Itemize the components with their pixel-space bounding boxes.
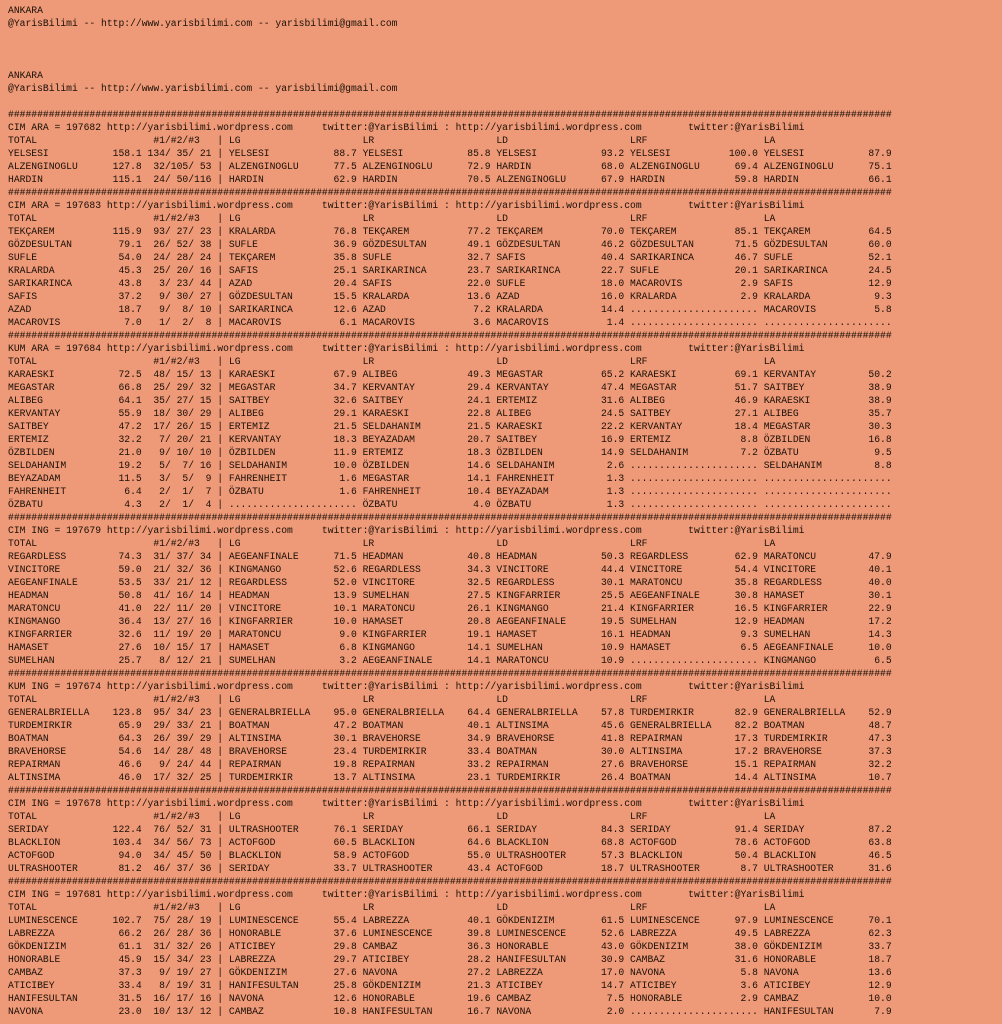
report-line: SAITBEY 47.2 17/ 26/ 15 | ERTEMIZ 21.5 SELDAHANIM 21.5 KARAESKI 22.2 KERVANTAY 18.4 MEGASTAR 30.3 — [8, 421, 892, 432]
report-line: ######################################################################################################################################################## — [8, 187, 892, 198]
report-line: SARIKARINCA 43.8 3/ 23/ 44 | AZAD 20.4 SAFIS 22.0 SUFLE 18.0 MACAROVIS 2.9 SAFIS 12.9 — [8, 278, 892, 289]
report-line — [8, 43, 892, 56]
report-line: CIM ARA = 197683 http://yarisbilimi.wordpress.com twitter:@YarisBilimi : http://yarisbilimi.wordpress.com twitter:@YarisBilimi — [8, 200, 805, 211]
report-line: YELSESI 158.1 134/ 35/ 21 | YELSESI 88.7 YELSESI 85.8 YELSESI 93.2 YELSESI 100.0 YELSESI 87.9 — [8, 148, 892, 159]
report-line: TOTAL #1/#2/#3 | LG LR LD LRF LA — [8, 356, 776, 367]
report-line: ALIBEG 64.1 35/ 27/ 15 | SAITBEY 32.6 SAITBEY 24.1 ERTEMIZ 31.6 ALIBEG 46.9 KARAESKI 38.9 — [8, 395, 892, 406]
report-line: ANKARA — [8, 70, 43, 81]
report-line: @YarisBilimi -- http://www.yarisbilimi.com -- yarisbilimi@gmail.com — [8, 18, 398, 29]
report-line: KUM ING = 197674 http://yarisbilimi.wordpress.com twitter:@YarisBilimi : http://yarisbilimi.wordpress.com twitter:@YarisBilimi — [8, 681, 805, 692]
report-line: GÖZDESULTAN 79.1 26/ 52/ 38 | SUFLE 36.9 GÖZDESULTAN 49.1 GÖZDESULTAN 46.2 GÖZDESULTAN 71.5 GÖZDESULTAN 60.0 — [8, 239, 892, 250]
report-line: AEGEANFINALE 53.5 33/ 21/ 12 | REGARDLESS 52.0 VINCITORE 32.5 REGARDLESS 30.1 MARATONCU 35.8 REGARDLESS 40.0 — [8, 577, 892, 588]
report-line: MEGASTAR 66.8 25/ 29/ 32 | MEGASTAR 34.7 KERVANTAY 29.4 KERVANTAY 47.4 MEGASTAR 51.7 SAITBEY 38.9 — [8, 382, 892, 393]
report-line — [8, 30, 892, 43]
report-line: TOTAL #1/#2/#3 | LG LR LD LRF LA — [8, 694, 776, 705]
report-line: REGARDLESS 74.3 31/ 37/ 34 | AEGEANFINALE 71.5 HEADMAN 40.8 HEADMAN 50.3 REGARDLESS 62.9 MARATONCU 47.9 — [8, 551, 892, 562]
report-line: ERTEMIZ 32.2 7/ 20/ 21 | KERVANTAY 18.3 BEYAZADAM 20.7 SAITBEY 16.9 ERTEMIZ 8.8 ÖZBILDEN 16.8 — [8, 434, 892, 445]
report-line: MARATONCU 41.0 22/ 11/ 20 | VINCITORE 10.1 MARATONCU 26.1 KINGMANGO 21.4 KINGFARRIER 16.5 KINGFARRIER 22.9 — [8, 603, 892, 614]
report-line: HARDIN 115.1 24/ 50/116 | HARDIN 62.9 HARDIN 70.5 ALZENGINOGLU 67.9 HARDIN 59.8 HARDIN 66.1 — [8, 174, 892, 185]
report-line: BLACKLION 103.4 34/ 56/ 73 | ACTOFGOD 60.5 BLACKLION 64.6 BLACKLION 68.8 ACTOFGOD 78.6 ACTOFGOD 63.8 — [8, 837, 892, 848]
report-line: ACTOFGOD 94.0 34/ 45/ 50 | BLACKLION 58.9 ACTOFGOD 55.0 ULTRASHOOTER 57.3 BLACKLION 50.4 BLACKLION 46.5 — [8, 850, 892, 861]
report-line: HAMASET 27.6 10/ 15/ 17 | HAMASET 6.8 KINGMANGO 14.1 SUMELHAN 10.9 HAMASET 6.5 AEGEANFINALE 10.0 — [8, 642, 892, 653]
report-line: TOTAL #1/#2/#3 | LG LR LD LRF LA — [8, 538, 776, 549]
report-line: SUFLE 54.0 24/ 28/ 24 | TEKÇAREM 35.8 SUFLE 32.7 SAFIS 40.4 SARIKARINCA 46.7 SUFLE 52.1 — [8, 252, 892, 263]
report-line: CAMBAZ 37.3 9/ 19/ 27 | GÖKDENIZIM 27.6 NAVONA 27.2 LABREZZA 17.0 NAVONA 5.8 NAVONA 13.6 — [8, 967, 892, 978]
report-line: ######################################################################################################################################################## — [8, 668, 892, 679]
report-line: CIM ING = 197681 http://yarisbilimi.wordpress.com twitter:@YarisBilimi : http://yarisbilimi.wordpress.com twitter:@YarisBilimi — [8, 889, 805, 900]
report-line: CIM ING = 197678 http://yarisbilimi.wordpress.com twitter:@YarisBilimi : http://yarisbilimi.wordpress.com twitter:@YarisBilimi — [8, 798, 805, 809]
report-line: AZAD 18.7 9/ 8/ 10 | SARIKARINCA 12.6 AZAD 7.2 KRALARDA 14.4 ...................... MACAROVIS 5.8 — [8, 304, 892, 315]
report-line — [8, 95, 892, 108]
report-line: SUMELHAN 25.7 8/ 12/ 21 | SUMELHAN 3.2 AEGEANFINALE 14.1 MARATONCU 10.9 ...................... KINGMANGO 6.5 — [8, 655, 892, 666]
report-line: ######################################################################################################################################################## — [8, 109, 892, 120]
report-line: KARAESKI 72.5 48/ 15/ 13 | KARAESKI 67.9 ALIBEG 49.3 MEGASTAR 65.2 KARAESKI 69.1 KERVANTAY 50.2 — [8, 369, 892, 380]
report-line: REPAIRMAN 46.6 9/ 24/ 44 | REPAIRMAN 19.8 REPAIRMAN 33.2 REPAIRMAN 27.6 BRAVEHORSE 15.1 REPAIRMAN 32.2 — [8, 759, 892, 770]
report-line: TEKÇAREM 115.9 93/ 27/ 23 | KRALARDA 76.8 TEKÇAREM 77.2 TEKÇAREM 70.0 TEKÇAREM 85.1 TEKÇAREM 64.5 — [8, 226, 892, 237]
report-line: ÖZBILDEN 21.0 9/ 10/ 10 | ÖZBILDEN 11.9 ERTEMIZ 18.3 ÖZBILDEN 14.9 SELDAHANIM 7.2 ÖZBATU 9.5 — [8, 447, 892, 458]
report-line: FAHRENHEIT 6.4 2/ 1/ 7 | ÖZBATU 1.6 FAHRENHEIT 10.4 BEYAZADAM 1.3 ...................... ...................... — [8, 486, 892, 497]
report-line: GENERALBRIELLA 123.8 95/ 34/ 23 | GENERALBRIELLA 95.0 GENERALBRIELLA 64.4 GENERALBRIELLA 57.8 TURDEMIRKIR 82.9 GENERALBRIELLA 52.9 — [8, 707, 892, 718]
report-line: BRAVEHORSE 54.6 14/ 28/ 48 | BRAVEHORSE 23.4 TURDEMIRKIR 33.4 BOATMAN 30.0 ALTINSIMA 17.2 BRAVEHORSE 37.3 — [8, 746, 892, 757]
report-line: TURDEMIRKIR 65.9 29/ 33/ 21 | BOATMAN 47.2 BOATMAN 40.1 ALTINSIMA 45.6 GENERALBRIELLA 82.2 BOATMAN 48.7 — [8, 720, 892, 731]
report-line: TOTAL #1/#2/#3 | LG LR LD LRF LA — [8, 811, 776, 822]
report-line: HONORABLE 45.9 15/ 34/ 23 | LABREZZA 29.7 ATICIBEY 28.2 HANIFESULTAN 30.9 CAMBAZ 31.6 HONORABLE 18.7 — [8, 954, 892, 965]
report-line: TOTAL #1/#2/#3 | LG LR LD LRF LA — [8, 135, 776, 146]
race-report-text — [8, 4, 892, 1018]
report-line: TOTAL #1/#2/#3 | LG LR LD LRF LA — [8, 213, 776, 224]
report-line: SAFIS 37.2 9/ 30/ 27 | GÖZDESULTAN 15.5 KRALARDA 13.6 AZAD 16.0 KRALARDA 2.9 KRALARDA 9.3 — [8, 291, 892, 302]
report-line: KUM ARA = 197684 http://yarisbilimi.wordpress.com twitter:@YarisBilimi : http://yarisbilimi.wordpress.com twitter:@YarisBilimi — [8, 343, 805, 354]
report-line: MACAROVIS 7.0 1/ 2/ 8 | MACAROVIS 6.1 MACAROVIS 3.6 MACAROVIS 1.4 ...................... ...................... — [8, 317, 892, 328]
report-line: ######################################################################################################################################################## — [8, 512, 892, 523]
report-line: ANKARA — [8, 5, 43, 16]
report-line: CIM ING = 197679 http://yarisbilimi.wordpress.com twitter:@YarisBilimi : http://yarisbilimi.wordpress.com twitter:@YarisBilimi — [8, 525, 805, 536]
report-line: KINGFARRIER 32.6 11/ 19/ 20 | MARATONCU 9.0 KINGFARRIER 19.1 HAMASET 16.1 HEADMAN 9.3 SUMELHAN 14.3 — [8, 629, 892, 640]
report-line: BOATMAN 64.3 26/ 39/ 29 | ALTINSIMA 30.1 BRAVEHORSE 34.9 BRAVEHORSE 41.8 REPAIRMAN 17.3 TURDEMIRKIR 47.3 — [8, 733, 892, 744]
report-line: ULTRASHOOTER 81.2 46/ 37/ 36 | SERIDAY 33.7 ULTRASHOOTER 43.4 ACTOFGOD 18.7 ULTRASHOOTER 8.7 ULTRASHOOTER 31.6 — [8, 863, 892, 874]
report-line: KRALARDA 45.3 25/ 20/ 16 | SAFIS 25.1 SARIKARINCA 23.7 SARIKARINCA 22.7 SUFLE 20.1 SARIKARINCA 24.5 — [8, 265, 892, 276]
report-line: LABREZZA 66.2 26/ 28/ 36 | HONORABLE 37.6 LUMINESCENCE 39.8 LUMINESCENCE 52.6 LABREZZA 49.5 LABREZZA 62.3 — [8, 928, 892, 939]
report-line: @YarisBilimi -- http://www.yarisbilimi.com -- yarisbilimi@gmail.com — [8, 83, 398, 94]
report-line: ######################################################################################################################################################## — [8, 330, 892, 341]
report-line: ######################################################################################################################################################## — [8, 876, 892, 887]
report-line: VINCITORE 59.0 21/ 32/ 36 | KINGMANGO 52.6 REGARDLESS 34.3 VINCITORE 44.4 VINCITORE 54.4 VINCITORE 40.1 — [8, 564, 892, 575]
report-line: LUMINESCENCE 102.7 75/ 28/ 19 | LUMINESCENCE 55.4 LABREZZA 40.1 GÖKDENIZIM 61.5 LUMINESCENCE 97.9 LUMINESCENCE 70.1 — [8, 915, 892, 926]
report-line — [8, 56, 892, 69]
report-line: TOTAL #1/#2/#3 | LG LR LD LRF LA — [8, 902, 776, 913]
report-line: SERIDAY 122.4 76/ 52/ 31 | ULTRASHOOTER 76.1 SERIDAY 66.1 SERIDAY 84.3 SERIDAY 91.4 SERIDAY 87.2 — [8, 824, 892, 835]
report-line: CIM ARA = 197682 http://yarisbilimi.wordpress.com twitter:@YarisBilimi : http://yarisbilimi.wordpress.com twitter:@YarisBilimi — [8, 122, 805, 133]
report-line: ALTINSIMA 46.0 17/ 32/ 25 | TURDEMIRKIR 13.7 ALTINSIMA 23.1 TURDEMIRKIR 26.4 BOATMAN 14.4 ALTINSIMA 10.7 — [8, 772, 892, 783]
report-line: ÖZBATU 4.3 2/ 1/ 4 | ...................... ÖZBATU 4.0 ÖZBATU 1.3 ...................... ...................... — [8, 499, 892, 510]
report-line: KINGMANGO 36.4 13/ 27/ 16 | KINGFARRIER 10.0 HAMASET 20.8 AEGEANFINALE 19.5 SUMELHAN 12.9 HEADMAN 17.2 — [8, 616, 892, 627]
report-line: NAVONA 23.0 10/ 13/ 12 | CAMBAZ 10.8 HANIFESULTAN 16.7 NAVONA 2.0 ...................... HANIFESULTAN 7.9 — [8, 1006, 892, 1017]
report-line: GÖKDENIZIM 61.1 31/ 32/ 26 | ATICIBEY 29.8 CAMBAZ 36.3 HONORABLE 43.0 GÖKDENIZIM 38.0 GÖKDENIZIM 33.7 — [8, 941, 892, 952]
report-line: ######################################################################################################################################################## — [8, 785, 892, 796]
report-line: HEADMAN 50.8 41/ 16/ 14 | HEADMAN 13.9 SUMELHAN 27.5 KINGFARRIER 25.5 AEGEANFINALE 30.8 HAMASET 30.1 — [8, 590, 892, 601]
report-line: SELDAHANIM 19.2 5/ 7/ 16 | SELDAHANIM 10.0 ÖZBILDEN 14.6 SELDAHANIM 2.6 ...................... SELDAHANIM 8.8 — [8, 460, 892, 471]
report-line: ATICIBEY 33.4 8/ 19/ 31 | HANIFESULTAN 25.8 GÖKDENIZIM 21.3 ATICIBEY 14.7 ATICIBEY 3.6 ATICIBEY 12.9 — [8, 980, 892, 991]
report-line: BEYAZADAM 11.5 3/ 5/ 9 | FAHRENHEIT 1.6 MEGASTAR 14.1 FAHRENHEIT 1.3 ...................... ...................... — [8, 473, 892, 484]
report-line: ALZENGINOGLU 127.8 32/105/ 53 | ALZENGINOGLU 77.5 ALZENGINOGLU 72.9 HARDIN 68.0 ALZENGINOGLU 69.4 ALZENGINOGLU 75.1 — [8, 161, 892, 172]
report-line: KERVANTAY 55.9 18/ 30/ 29 | ALIBEG 29.1 KARAESKI 22.8 ALIBEG 24.5 SAITBEY 27.1 ALIBEG 35.7 — [8, 408, 892, 419]
report-line: HANIFESULTAN 31.5 16/ 17/ 16 | NAVONA 12.6 HONORABLE 19.6 CAMBAZ 7.5 HONORABLE 2.9 CAMBAZ 10.0 — [8, 993, 892, 1004]
